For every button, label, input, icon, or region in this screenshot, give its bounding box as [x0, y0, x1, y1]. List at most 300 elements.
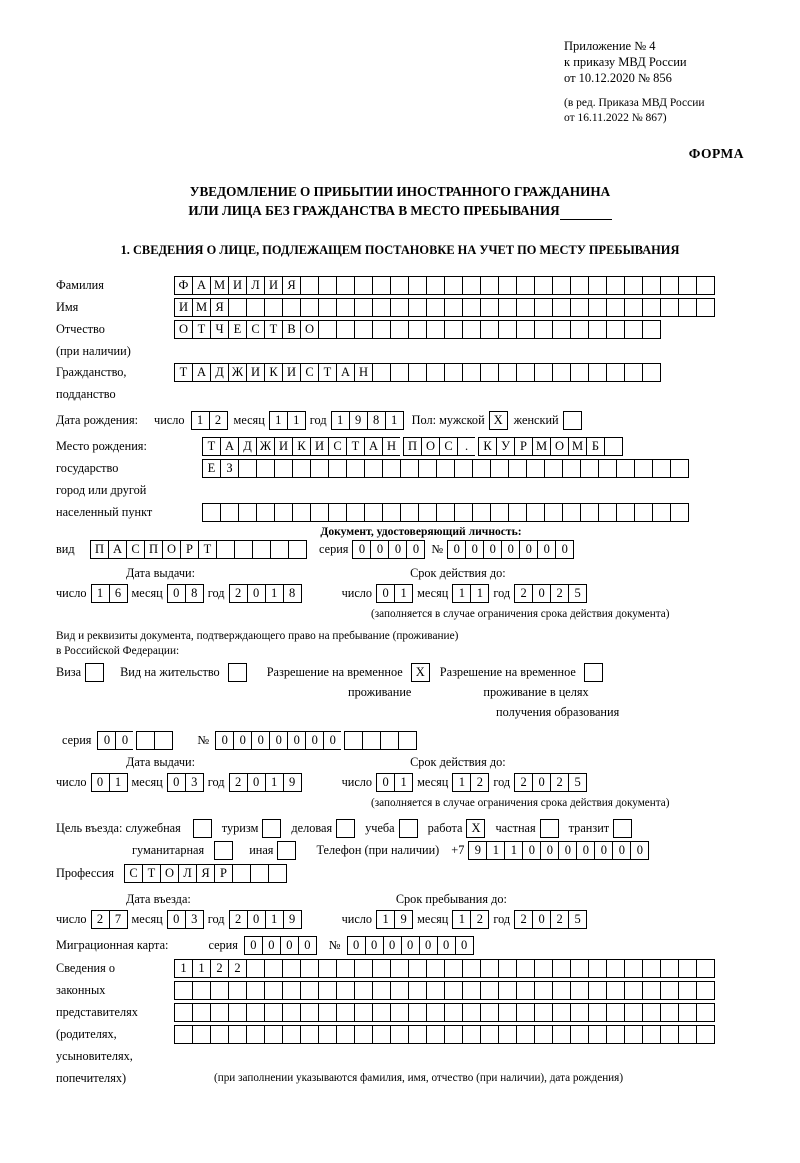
form-cell[interactable] — [516, 1025, 535, 1044]
form-cell[interactable] — [238, 459, 257, 478]
form-cell[interactable] — [228, 1003, 247, 1022]
form-cell[interactable] — [372, 320, 391, 339]
form-cell[interactable] — [264, 981, 283, 1000]
form-cell[interactable] — [336, 276, 355, 295]
form-cell[interactable] — [444, 1003, 463, 1022]
form-cell[interactable]: 1 — [394, 584, 413, 603]
form-cell[interactable] — [588, 298, 607, 317]
form-cell[interactable]: 3 — [185, 910, 204, 929]
form-cell[interactable] — [408, 276, 427, 295]
form-cell[interactable] — [498, 981, 517, 1000]
form-cell[interactable] — [336, 981, 355, 1000]
form-cell[interactable] — [670, 503, 689, 522]
form-cell[interactable] — [660, 276, 679, 295]
form-cell[interactable] — [354, 1025, 373, 1044]
doc-series-boxes[interactable] — [352, 540, 425, 559]
form-cell[interactable]: К — [292, 437, 311, 456]
form-cell[interactable] — [634, 459, 653, 478]
form-cell[interactable]: П — [144, 540, 163, 559]
doc-issue-year-boxes[interactable] — [229, 584, 302, 603]
form-cell[interactable]: А — [336, 363, 355, 382]
form-cell[interactable]: О — [421, 437, 440, 456]
form-cell[interactable]: 0 — [522, 841, 541, 860]
form-cell[interactable]: Р — [180, 540, 199, 559]
surname-boxes[interactable] — [174, 276, 715, 295]
purpose-private-checkbox[interactable] — [540, 819, 559, 838]
form-cell[interactable]: О — [300, 320, 319, 339]
form-cell[interactable] — [570, 298, 589, 317]
form-cell[interactable] — [508, 459, 527, 478]
form-cell[interactable] — [562, 503, 581, 522]
form-cell[interactable] — [678, 298, 697, 317]
form-cell[interactable]: 9 — [394, 910, 413, 929]
form-cell[interactable] — [624, 1025, 643, 1044]
form-cell[interactable]: 0 — [376, 773, 395, 792]
sex-male-checkbox[interactable]: Х — [489, 411, 508, 430]
form-cell[interactable] — [436, 503, 455, 522]
form-cell[interactable] — [408, 1025, 427, 1044]
form-cell[interactable] — [390, 1025, 409, 1044]
permit-number-boxes[interactable] — [215, 731, 417, 750]
mcard-number-boxes[interactable] — [347, 936, 474, 955]
form-cell[interactable] — [534, 959, 553, 978]
form-cell[interactable]: 0 — [251, 731, 270, 750]
form-cell[interactable] — [354, 276, 373, 295]
form-cell[interactable]: Т — [192, 320, 211, 339]
form-cell[interactable]: 0 — [97, 731, 116, 750]
form-cell[interactable]: Ф — [174, 276, 193, 295]
form-cell[interactable]: 0 — [419, 936, 438, 955]
form-cell[interactable]: Д — [210, 363, 229, 382]
form-cell[interactable] — [400, 459, 419, 478]
form-cell[interactable] — [390, 1003, 409, 1022]
form-cell[interactable]: 0 — [537, 540, 556, 559]
form-cell[interactable]: Т — [174, 363, 193, 382]
form-cell[interactable]: 1 — [452, 910, 471, 929]
permit-issue-day-boxes[interactable] — [91, 773, 128, 792]
form-cell[interactable]: 2 — [550, 584, 569, 603]
form-cell[interactable] — [336, 298, 355, 317]
form-cell[interactable]: 0 — [167, 773, 186, 792]
form-cell[interactable]: 0 — [558, 841, 577, 860]
form-cell[interactable] — [288, 540, 307, 559]
mcard-series-boxes[interactable] — [244, 936, 317, 955]
form-cell[interactable] — [642, 276, 661, 295]
form-cell[interactable] — [318, 1003, 337, 1022]
form-cell[interactable]: 2 — [470, 910, 489, 929]
form-cell[interactable] — [580, 503, 599, 522]
form-cell[interactable]: 9 — [349, 411, 368, 430]
form-cell[interactable] — [154, 731, 173, 750]
form-cell[interactable]: 3 — [185, 773, 204, 792]
purpose-work-checkbox[interactable]: Х — [466, 819, 485, 838]
form-cell[interactable] — [516, 363, 535, 382]
form-cell[interactable] — [256, 503, 275, 522]
form-cell[interactable]: 1 — [452, 773, 471, 792]
birth-day-boxes[interactable] — [191, 411, 228, 430]
residence-checkbox[interactable] — [228, 663, 247, 682]
form-cell[interactable]: М — [210, 276, 229, 295]
form-cell[interactable]: Р — [514, 437, 533, 456]
form-cell[interactable] — [498, 1003, 517, 1022]
form-cell[interactable]: 0 — [501, 540, 520, 559]
form-cell[interactable]: 0 — [167, 584, 186, 603]
legal-rep-boxes-4[interactable] — [174, 1025, 715, 1044]
doc-valid-day-boxes[interactable] — [376, 584, 413, 603]
form-cell[interactable]: 2 — [514, 773, 533, 792]
form-cell[interactable] — [426, 320, 445, 339]
form-cell[interactable] — [372, 981, 391, 1000]
edu-residence-checkbox[interactable] — [584, 663, 603, 682]
form-cell[interactable]: 0 — [401, 936, 420, 955]
form-cell[interactable]: Ж — [228, 363, 247, 382]
form-cell[interactable] — [516, 276, 535, 295]
form-cell[interactable]: 0 — [370, 540, 389, 559]
form-cell[interactable]: Т — [198, 540, 217, 559]
form-cell[interactable] — [372, 276, 391, 295]
form-cell[interactable] — [462, 320, 481, 339]
form-cell[interactable]: 2 — [470, 773, 489, 792]
purpose-tourism-checkbox[interactable] — [262, 819, 281, 838]
form-cell[interactable] — [562, 459, 581, 478]
form-cell[interactable]: Ж — [256, 437, 275, 456]
form-cell[interactable] — [300, 1025, 319, 1044]
form-cell[interactable] — [426, 1003, 445, 1022]
citizenship-boxes[interactable] — [174, 363, 661, 382]
form-cell[interactable] — [606, 1003, 625, 1022]
form-cell[interactable] — [552, 298, 571, 317]
form-cell[interactable]: 1 — [376, 910, 395, 929]
form-cell[interactable] — [270, 540, 289, 559]
form-cell[interactable]: К — [478, 437, 497, 456]
form-cell[interactable] — [234, 540, 253, 559]
form-cell[interactable]: 1 — [265, 910, 284, 929]
form-cell[interactable] — [210, 1025, 229, 1044]
form-cell[interactable] — [678, 981, 697, 1000]
form-cell[interactable] — [462, 298, 481, 317]
form-cell[interactable]: С — [328, 437, 347, 456]
form-cell[interactable]: И — [246, 363, 265, 382]
form-cell[interactable] — [624, 981, 643, 1000]
form-cell[interactable] — [354, 981, 373, 1000]
form-cell[interactable] — [202, 503, 221, 522]
form-cell[interactable]: 1 — [470, 584, 489, 603]
purpose-official-checkbox[interactable] — [193, 819, 212, 838]
form-cell[interactable] — [426, 1025, 445, 1044]
form-cell[interactable] — [418, 459, 437, 478]
form-cell[interactable] — [300, 1003, 319, 1022]
form-cell[interactable]: 2 — [229, 910, 248, 929]
form-cell[interactable] — [390, 959, 409, 978]
form-cell[interactable] — [174, 1003, 193, 1022]
form-cell[interactable] — [264, 1025, 283, 1044]
form-cell[interactable] — [544, 503, 563, 522]
form-cell[interactable] — [652, 503, 671, 522]
form-cell[interactable] — [570, 363, 589, 382]
form-cell[interactable]: А — [220, 437, 239, 456]
entry-year-boxes[interactable] — [229, 910, 302, 929]
form-cell[interactable] — [354, 320, 373, 339]
form-cell[interactable]: 2 — [209, 411, 228, 430]
birthplace-city-boxes[interactable] — [202, 459, 689, 478]
form-cell[interactable] — [336, 1003, 355, 1022]
form-cell[interactable] — [634, 503, 653, 522]
form-cell[interactable]: С — [126, 540, 145, 559]
firstname-boxes[interactable] — [174, 298, 715, 317]
form-cell[interactable] — [480, 981, 499, 1000]
form-cell[interactable] — [696, 1003, 715, 1022]
form-cell[interactable]: О — [550, 437, 569, 456]
doc-number-boxes[interactable] — [447, 540, 574, 559]
birth-year-boxes[interactable] — [331, 411, 404, 430]
form-cell[interactable] — [390, 320, 409, 339]
form-cell[interactable]: 8 — [283, 584, 302, 603]
form-cell[interactable]: Е — [202, 459, 221, 478]
form-cell[interactable]: 1 — [192, 959, 211, 978]
form-cell[interactable] — [480, 959, 499, 978]
form-cell[interactable]: 1 — [109, 773, 128, 792]
form-cell[interactable]: 2 — [514, 584, 533, 603]
form-cell[interactable] — [210, 1003, 229, 1022]
form-cell[interactable] — [462, 959, 481, 978]
form-cell[interactable]: 2 — [91, 910, 110, 929]
form-cell[interactable] — [552, 320, 571, 339]
form-cell[interactable]: Н — [354, 363, 373, 382]
form-cell[interactable]: 2 — [514, 910, 533, 929]
form-cell[interactable]: 0 — [532, 910, 551, 929]
form-cell[interactable] — [300, 298, 319, 317]
form-cell[interactable]: 0 — [247, 584, 266, 603]
form-cell[interactable]: А — [192, 363, 211, 382]
form-cell[interactable] — [480, 363, 499, 382]
form-cell[interactable] — [454, 503, 473, 522]
form-cell[interactable]: 0 — [305, 731, 324, 750]
form-cell[interactable] — [400, 503, 419, 522]
form-cell[interactable]: 5 — [568, 773, 587, 792]
form-cell[interactable] — [318, 298, 337, 317]
stay-month-boxes[interactable] — [452, 910, 489, 929]
form-cell[interactable] — [570, 276, 589, 295]
form-cell[interactable] — [598, 503, 617, 522]
form-cell[interactable] — [624, 1003, 643, 1022]
form-cell[interactable] — [382, 459, 401, 478]
form-cell[interactable] — [642, 981, 661, 1000]
form-cell[interactable] — [480, 298, 499, 317]
form-cell[interactable]: 0 — [280, 936, 299, 955]
form-cell[interactable] — [418, 503, 437, 522]
form-cell[interactable] — [534, 320, 553, 339]
permit-issue-year-boxes[interactable] — [229, 773, 302, 792]
form-cell[interactable]: 0 — [298, 936, 317, 955]
form-cell[interactable]: 2 — [550, 773, 569, 792]
form-cell[interactable]: С — [124, 864, 143, 883]
legal-rep-boxes-2[interactable] — [174, 981, 715, 1000]
birth-month-boxes[interactable] — [269, 411, 306, 430]
form-cell[interactable] — [660, 959, 679, 978]
form-cell[interactable] — [678, 1003, 697, 1022]
form-cell[interactable] — [606, 276, 625, 295]
form-cell[interactable] — [346, 459, 365, 478]
form-cell[interactable]: 0 — [532, 773, 551, 792]
patronymic-boxes[interactable] — [174, 320, 661, 339]
form-cell[interactable] — [256, 459, 275, 478]
form-cell[interactable] — [426, 298, 445, 317]
form-cell[interactable] — [570, 1025, 589, 1044]
form-cell[interactable] — [318, 981, 337, 1000]
form-cell[interactable] — [264, 959, 283, 978]
form-cell[interactable] — [480, 320, 499, 339]
form-cell[interactable] — [498, 298, 517, 317]
form-cell[interactable] — [282, 298, 301, 317]
form-cell[interactable]: И — [310, 437, 329, 456]
form-cell[interactable]: П — [403, 437, 422, 456]
form-cell[interactable]: 0 — [167, 910, 186, 929]
form-cell[interactable] — [346, 503, 365, 522]
form-cell[interactable] — [318, 276, 337, 295]
form-cell[interactable] — [174, 1025, 193, 1044]
form-cell[interactable] — [696, 1025, 715, 1044]
form-cell[interactable] — [436, 459, 455, 478]
form-cell[interactable] — [526, 503, 545, 522]
doc-issue-month-boxes[interactable] — [167, 584, 204, 603]
sex-female-checkbox[interactable] — [563, 411, 582, 430]
form-cell[interactable]: 0 — [465, 540, 484, 559]
form-cell[interactable] — [552, 981, 571, 1000]
form-cell[interactable] — [454, 459, 473, 478]
form-cell[interactable] — [696, 981, 715, 1000]
form-cell[interactable] — [678, 959, 697, 978]
form-cell[interactable] — [642, 320, 661, 339]
form-cell[interactable] — [508, 503, 527, 522]
form-cell[interactable] — [516, 320, 535, 339]
form-cell[interactable] — [292, 459, 311, 478]
permit-valid-month-boxes[interactable] — [452, 773, 489, 792]
form-cell[interactable]: 0 — [262, 936, 281, 955]
form-cell[interactable] — [232, 864, 251, 883]
form-cell[interactable] — [616, 503, 635, 522]
form-cell[interactable] — [624, 363, 643, 382]
stay-year-boxes[interactable] — [514, 910, 587, 929]
form-cell[interactable] — [444, 363, 463, 382]
phone-boxes[interactable] — [468, 841, 649, 860]
form-cell[interactable] — [606, 320, 625, 339]
form-cell[interactable] — [328, 459, 347, 478]
form-cell[interactable] — [328, 503, 347, 522]
form-cell[interactable]: 2 — [550, 910, 569, 929]
form-cell[interactable] — [444, 298, 463, 317]
form-cell[interactable]: П — [90, 540, 109, 559]
form-cell[interactable] — [696, 959, 715, 978]
form-cell[interactable]: И — [274, 437, 293, 456]
birthplace-state-boxes[interactable] — [202, 437, 623, 456]
form-cell[interactable]: 6 — [109, 584, 128, 603]
form-cell[interactable] — [490, 503, 509, 522]
form-cell[interactable]: О — [160, 864, 179, 883]
form-cell[interactable]: 1 — [265, 773, 284, 792]
form-cell[interactable] — [544, 459, 563, 478]
form-cell[interactable]: Л — [246, 276, 265, 295]
form-cell[interactable] — [310, 459, 329, 478]
permit-valid-day-boxes[interactable] — [376, 773, 413, 792]
form-cell[interactable] — [552, 276, 571, 295]
form-cell[interactable] — [552, 363, 571, 382]
form-cell[interactable] — [462, 1003, 481, 1022]
form-cell[interactable] — [210, 981, 229, 1000]
form-cell[interactable]: Я — [196, 864, 215, 883]
form-cell[interactable]: 1 — [331, 411, 350, 430]
legal-rep-boxes-1[interactable] — [174, 959, 715, 978]
form-cell[interactable]: 2 — [229, 773, 248, 792]
doc-issue-day-boxes[interactable] — [91, 584, 128, 603]
form-cell[interactable]: Я — [282, 276, 301, 295]
form-cell[interactable]: 0 — [612, 841, 631, 860]
form-cell[interactable] — [588, 981, 607, 1000]
form-cell[interactable] — [228, 298, 247, 317]
form-cell[interactable] — [354, 959, 373, 978]
form-cell[interactable] — [588, 1025, 607, 1044]
form-cell[interactable] — [426, 959, 445, 978]
form-cell[interactable]: 0 — [352, 540, 371, 559]
form-cell[interactable]: К — [264, 363, 283, 382]
form-cell[interactable] — [498, 276, 517, 295]
form-cell[interactable]: 9 — [283, 910, 302, 929]
form-cell[interactable]: И — [282, 363, 301, 382]
form-cell[interactable]: Е — [228, 320, 247, 339]
doc-valid-month-boxes[interactable] — [452, 584, 489, 603]
form-cell[interactable] — [372, 1003, 391, 1022]
form-cell[interactable] — [408, 959, 427, 978]
purpose-business-checkbox[interactable] — [336, 819, 355, 838]
form-cell[interactable] — [588, 959, 607, 978]
form-cell[interactable] — [408, 298, 427, 317]
form-cell[interactable] — [300, 959, 319, 978]
form-cell[interactable]: 0 — [215, 731, 234, 750]
entry-month-boxes[interactable] — [167, 910, 204, 929]
form-cell[interactable] — [660, 298, 679, 317]
form-cell[interactable] — [282, 1003, 301, 1022]
form-cell[interactable] — [534, 981, 553, 1000]
form-cell[interactable] — [678, 1025, 697, 1044]
form-cell[interactable] — [408, 363, 427, 382]
form-cell[interactable] — [216, 540, 235, 559]
form-cell[interactable] — [246, 1003, 265, 1022]
form-cell[interactable] — [462, 363, 481, 382]
form-cell[interactable]: Р — [214, 864, 233, 883]
form-cell[interactable]: Л — [178, 864, 197, 883]
permit-series-boxes[interactable] — [97, 731, 173, 750]
form-cell[interactable] — [526, 459, 545, 478]
form-cell[interactable] — [642, 1003, 661, 1022]
form-cell[interactable] — [426, 363, 445, 382]
form-cell[interactable]: 0 — [233, 731, 252, 750]
form-cell[interactable]: 1 — [394, 773, 413, 792]
stay-day-boxes[interactable] — [376, 910, 413, 929]
form-cell[interactable] — [426, 981, 445, 1000]
form-cell[interactable]: 0 — [247, 910, 266, 929]
form-cell[interactable] — [238, 503, 257, 522]
form-cell[interactable] — [552, 959, 571, 978]
form-cell[interactable] — [246, 981, 265, 1000]
form-cell[interactable] — [318, 320, 337, 339]
form-cell[interactable]: И — [228, 276, 247, 295]
form-cell[interactable]: Т — [318, 363, 337, 382]
form-cell[interactable] — [444, 320, 463, 339]
form-cell[interactable] — [390, 363, 409, 382]
form-cell[interactable] — [624, 276, 643, 295]
form-cell[interactable]: 1 — [174, 959, 193, 978]
form-cell[interactable] — [580, 459, 599, 478]
form-cell[interactable]: 0 — [287, 731, 306, 750]
